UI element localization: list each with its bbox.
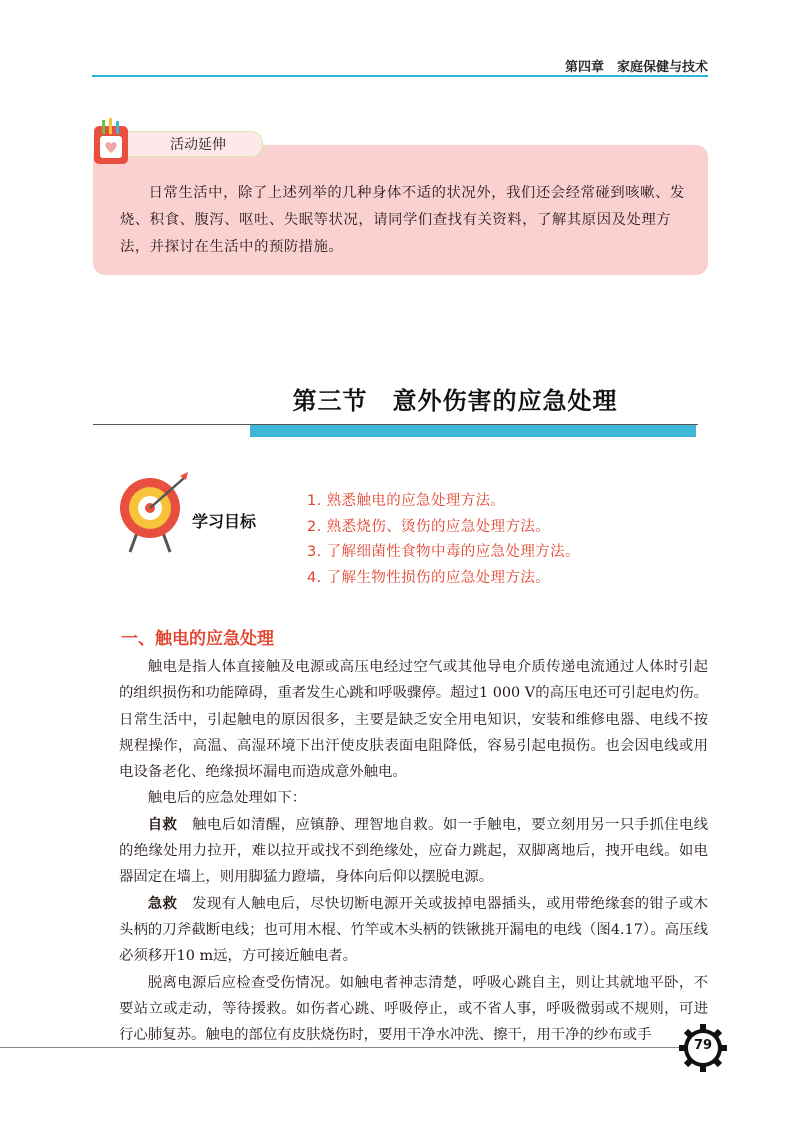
paragraph-text: 触电后如清醒，应镇静、理智地自救。如一手触电，要立刻用另一只手抓住电线的绝缘处用力拉开，难以拉开或找不到绝缘处，应奋力跳起，双脚离地后，拽开电线。如电器固定在墙上，则用脚猛力蹬墙，身体向后仰以摆脱电源。 — [119, 816, 708, 886]
section-title: 第三节 意外伤害的应急处理 — [292, 387, 618, 415]
footer-rule — [0, 1047, 690, 1048]
objective-item: 4. 了解生物性损伤的应急处理方法。 — [307, 569, 551, 586]
title-accent-bar — [250, 425, 696, 437]
paragraph — [119, 812, 708, 891]
paragraph: 触电后的应急处理如下： — [147, 790, 307, 807]
body-text — [119, 654, 708, 1048]
objective-item: 2. 熟悉烧伤、烫伤的应急处理方法。 — [307, 518, 551, 535]
chapter-header: 第四章 家庭保健与技术 — [564, 60, 708, 75]
activity-text: 日常生活中，除了上述列举的几种身体不适的状况外，我们还会经常碰到咳嗽、发烧、积食、腹泻、呕吐、失眠等状况，请同学们查找有关资料，了解其原因及处理方法，并探讨在生活中的预防措施。 — [120, 185, 685, 255]
page-number: 79 — [693, 1038, 713, 1053]
paragraph-text: 发现有人触电后，尽快切断电源开关或拔掉电器插头，或用带绝缘套的钳子或木头柄的刀斧截断电线；也可用木棍、竹竿或木头柄的铁锹挑开漏电的电线（图4.17）。高压线必须移开10 m远，方可接近触电者。 — [119, 895, 708, 965]
objectives-label: 学习目标 — [192, 512, 257, 531]
term-first-aid: 急救 — [147, 895, 178, 912]
target-icon — [118, 470, 198, 554]
paragraph — [119, 891, 708, 970]
term-self-rescue: 自救 — [147, 816, 178, 833]
header-rule — [92, 75, 708, 77]
objectives-list — [307, 489, 580, 591]
objective-item: 1. 熟悉触电的应急处理方法。 — [307, 493, 506, 509]
activity-label: 活动延伸 — [170, 137, 226, 153]
subsection-heading: 一、触电的应急处理 — [121, 629, 274, 649]
activity-bag-icon — [88, 118, 134, 172]
objective-item: 3. 了解细菌性食物中毒的应急处理方法。 — [307, 544, 580, 560]
paragraph: 脱离电源后应检查受伤情况。如触电者神志清楚，呼吸心跳自主，则让其就地平卧，不要站立或走动，等待援救。如伤者心跳、呼吸停止，或不省人事，呼吸微弱或不规则，可进行心肺复苏。触电的部位有皮肤烧伤时，要用干净水冲洗、擦干，用干净的纱布或手 — [119, 974, 708, 1044]
paragraph: 触电是指人体直接触及电源或高压电经过空气或其他导电介质传递电流通过人体时引起的组织损伤和功能障碍，重者发生心跳和呼吸骤停。超过1 000 V的高压电还可引起电灼伤。日常生活中，引起触电的原因很多，主要是缺乏安全用电知识，安装和维修电器、电线不按规程操作，高温、高湿环境下出汗使皮肤表面电阻降低，容易引起电损伤。也会因电线或用电设备老化、绝缘损坏漏电而造成意外触电。 — [119, 659, 708, 781]
